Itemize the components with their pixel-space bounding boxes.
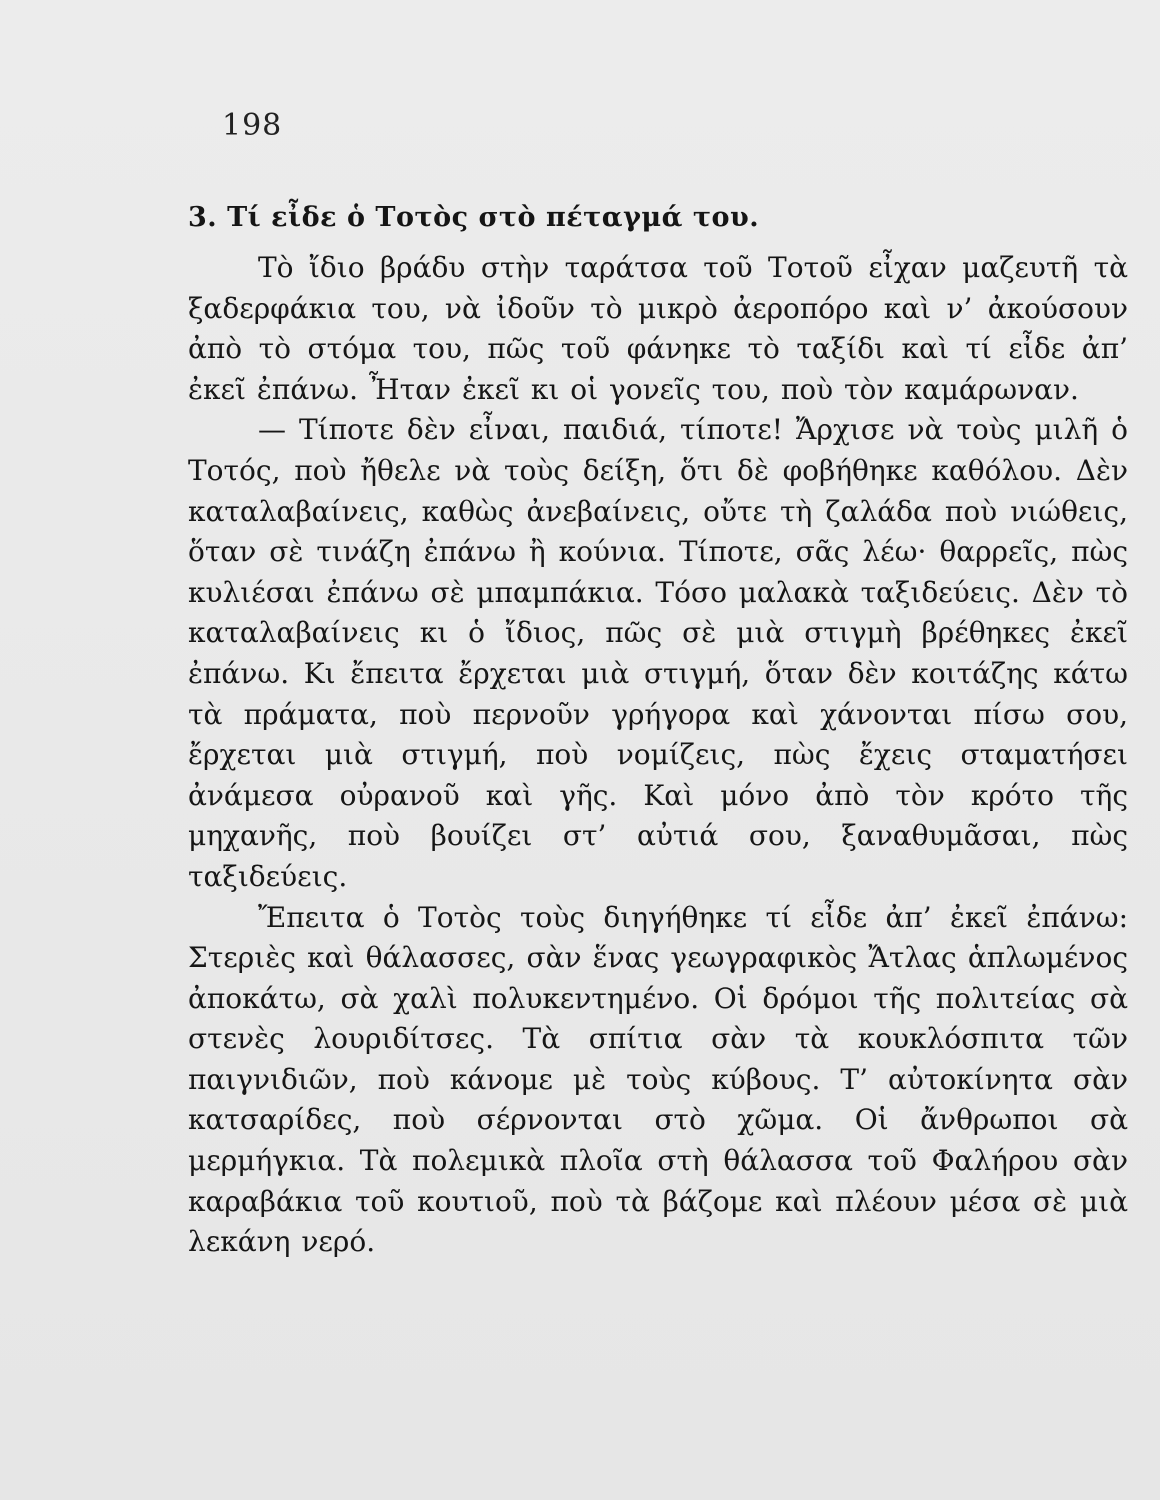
paragraph-2: — Τίποτε δὲν εἶναι, παιδιά, τίποτε! Ἄρχισε νὰ τοὺς μιλῆ ὁ Τοτός, ποὺ ἤθελε νὰ τοὺς δείξη, ὅτι δὲ φοβήθηκε καθόλου. Δὲν καταλαβαίνεις, καθὼς ἀνεβαίνεις, οὔτε τὴ ζαλάδα ποὺ νιώθεις, ὅταν σὲ τινάζη ἐπάνω ἢ κούνια. Τίποτε, σᾶς λέω· θαρρεῖς, πὼς κυλιέσαι ἐπάνω σὲ μπαμπάκια. Τόσο μαλακὰ ταξιδεύεις. Δὲν τὸ καταλαβαίνεις κι ὁ ἴδιος, πῶς σὲ μιὰ στιγμὴ βρέθηκες ἐκεῖ ἐπάνω. Κι ἔπειτα ἔρχεται μιὰ στιγμή, ὅταν δὲν κοιτάζης κάτω τὰ πράματα, ποὺ περνοῦν γρήγορα καὶ χάνονται πίσω σου, ἔρχεται μιὰ στιγμή, ποὺ νομίζεις, πὼς ἔχεις σταματήσει ἀνάμεσα οὐρανοῦ καὶ γῆς. Καὶ μόνο ἀπὸ τὸν κρότο τῆς μηχανῆς, ποὺ βουίζει στ’ αὐτιά σου, ξαναθυμᾶσαι, πὼς ταξιδεύεις.: [188, 413, 1128, 893]
body-text: [188, 248, 1128, 1263]
paragraph-1: Τὸ ἴδιο βράδυ στὴν ταράτσα τοῦ Τοτοῦ εἶχαν μαζευτῆ τὰ ξαδερφάκια του, νὰ ἰδοῦν τὸ μικρὸ ἀεροπόρο καὶ ν’ ἀκούσουν ἀπὸ τὸ στόμα του, πῶς τοῦ φάνηκε τὸ ταξίδι καὶ τί εἶδε ἀπ’ ἐκεῖ ἐπάνω. Ἦταν ἐκεῖ κι οἱ γονεῖς του, ποὺ τὸν καμάρωναν.: [188, 251, 1128, 406]
paragraph-3: Ἔπειτα ὁ Τοτὸς τοὺς διηγήθηκε τί εἶδε ἀπ’ ἐκεῖ ἐπάνω: Στεριὲς καὶ θάλασσες, σὰν ἕνας γεωγραφικὸς Ἄτλας ἁπλωμένος ἀποκάτω, σὰ χαλὶ πολυκεντημένο. Οἱ δρόμοι τῆς πολιτείας σὰ στενὲς λουριδίτσες. Τὰ σπίτια σὰν τὰ κουκλόσπιτα τῶν παιγνιδιῶν, ποὺ κάνομε μὲ τοὺς κύβους. Τ’ αὐτοκίνητα σὰν κατσαρίδες, ποὺ σέρνονται στὸ χῶμα. Οἱ ἄνθρωποι σὰ μερμήγκια. Τὰ πολεμικὰ πλοῖα στὴ θάλασσα τοῦ Φαλήρου σὰν καραβάκια τοῦ κουτιοῦ, ποὺ τὰ βάζομε καὶ πλέουν μέσα σὲ μιὰ λεκάνη νερό.: [188, 900, 1128, 1259]
page-number: 198: [222, 108, 283, 143]
section-title: 3. Τί εἶδε ὁ Τοτὸς στὸ πέταγμά του.: [188, 202, 760, 233]
